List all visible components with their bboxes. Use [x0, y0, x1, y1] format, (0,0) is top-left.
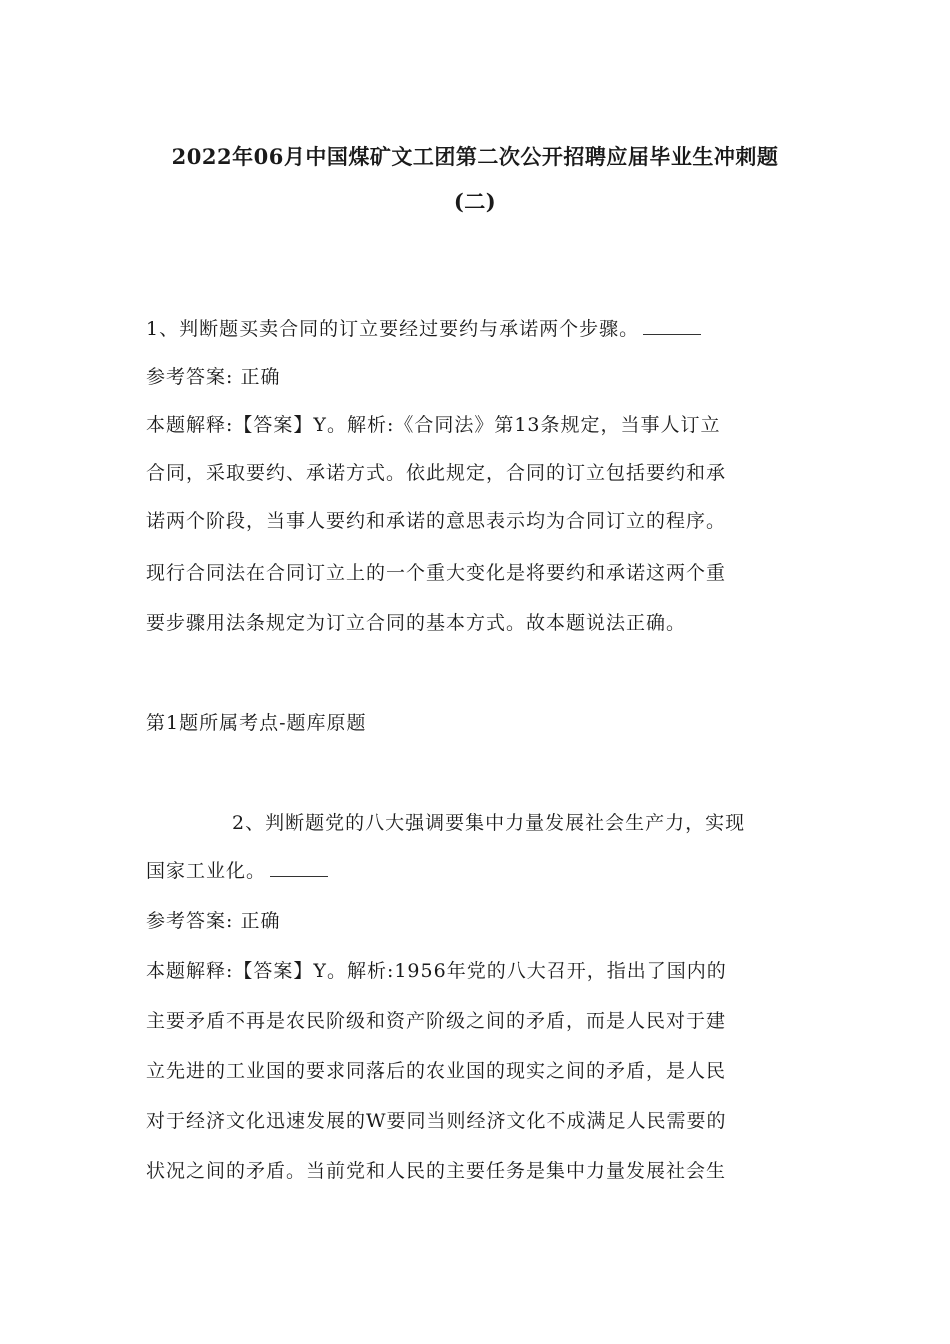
question-1-explanation-line: 现行合同法在合同订立上的一个重大变化是将要约和承诺这两个重: [146, 562, 727, 584]
question-1-explanation-line: 要步骤用法条规定为订立合同的基本方式。故本题说法正确。: [146, 612, 687, 634]
question-1-answer: 参考答案: 正确: [146, 366, 281, 388]
question-2-explanation-line: 对于经济文化迅速发展的W要同当则经济文化不成满足人民需要的: [146, 1110, 727, 1132]
question-1-explanation-line: 诺两个阶段，当事人要约和承诺的意思表示均为合同订立的程序。: [146, 510, 727, 532]
question-1-explanation-line: 本题解释:【答案】Y。解析:《合同法》第13条规定，当事人订立: [146, 414, 721, 436]
answer-blank: [643, 316, 701, 335]
question-2-explanation-line: 立先进的工业国的要求同落后的农业国的现实之间的矛盾，是人民: [146, 1060, 727, 1082]
question-2-explanation-line: 状况之间的矛盾。当前党和人民的主要任务是集中力量发展社会生: [146, 1160, 727, 1182]
question-2-explanation-line: 本题解释:【答案】Y。解析:1956年党的八大召开，指出了国内的: [146, 960, 727, 982]
question-1-topic: 第1题所属考点-题库原题: [146, 712, 367, 734]
question-2-explanation-line: 主要矛盾不再是农民阶级和资产阶级之间的矛盾，而是人民对于建: [146, 1010, 727, 1032]
question-1-explanation-line: 合同，采取要约、承诺方式。依此规定，合同的订立包括要约和承: [146, 462, 727, 484]
answer-blank: [270, 858, 328, 877]
question-2-answer: 参考答案: 正确: [146, 910, 281, 932]
document-title: 2022年06月中国煤矿文工团第二次公开招聘应届毕业生冲刺题: [171, 144, 779, 169]
question-2-text: 2、判断题党的八大强调要集中力量发展社会生产力，实现: [232, 812, 746, 834]
question-1-text: 1、判断题买卖合同的订立要经过要约与承诺两个步骤。: [146, 316, 811, 342]
question-2-text-cont: 国家工业化。: [146, 858, 811, 884]
document-title-suffix: (二): [453, 189, 497, 214]
